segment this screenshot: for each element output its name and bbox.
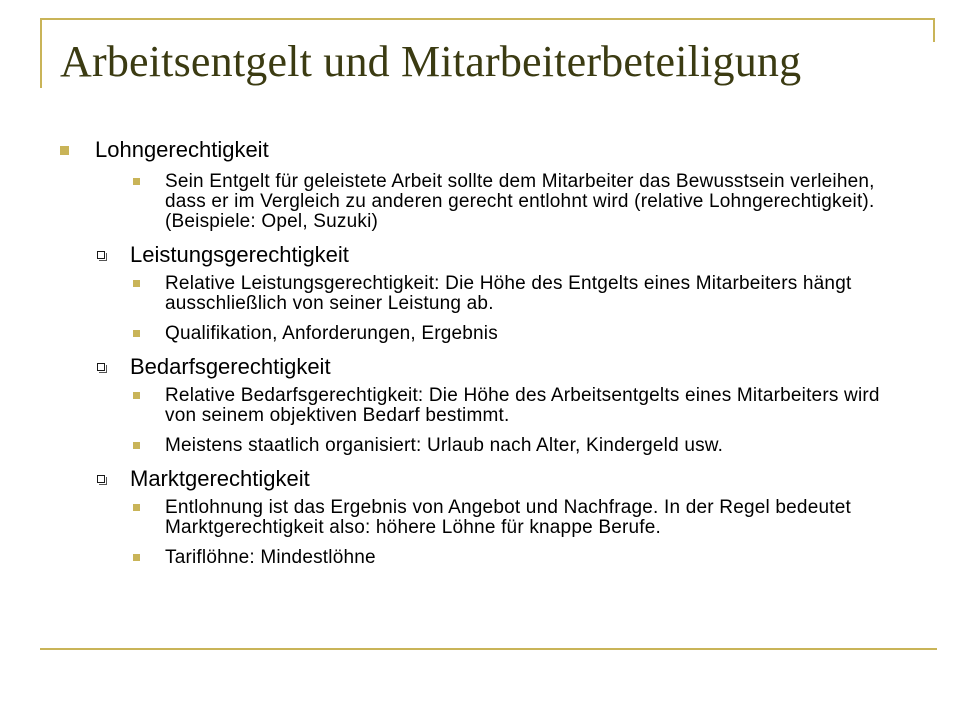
square-bullet-icon bbox=[133, 392, 140, 399]
section-marktgerechtigkeit bbox=[60, 466, 900, 492]
slide-content bbox=[60, 136, 900, 578]
square-bullet-icon bbox=[60, 146, 69, 155]
section-label: Leistungsgerechtigkeit bbox=[130, 242, 349, 267]
list-item-text: Relative Leistungsgerechtigkeit: Die Höhe des Entgelts eines Mitarbeiters hängt ausschließlich von seiner Leistung ab. bbox=[165, 273, 852, 314]
square-bullet-icon bbox=[133, 280, 140, 287]
frame-left-line bbox=[40, 18, 42, 88]
list-item bbox=[60, 498, 900, 538]
list-item-text: Entlohnung ist das Ergebnis von Angebot und Nachfrage. In der Regel bedeutet Marktgerechtigkeit also: höhere Löhne für knappe Berufe. bbox=[165, 497, 851, 538]
checkbox-bullet-icon bbox=[97, 251, 105, 259]
intro-bullet-text: Sein Entgelt für geleistete Arbeit sollte dem Mitarbeiter das Bewusstsein verleihen, dass er im Vergleich zu anderen gerecht entlohnt wird (relative Lohngerechtigkeit). (Beispiele: Opel, Suzuki) bbox=[165, 171, 875, 232]
section-label: Marktgerechtigkeit bbox=[130, 466, 310, 491]
square-bullet-icon bbox=[133, 330, 140, 337]
list-item bbox=[60, 436, 900, 456]
heading-text: Lohngerechtigkeit bbox=[95, 137, 269, 162]
list-item-text: Relative Bedarfsgerechtigkeit: Die Höhe des Arbeitsentgelts eines Mitarbeiters wird von seinem objektiven Bedarf bestimmt. bbox=[165, 385, 880, 426]
frame-right-line bbox=[933, 18, 935, 42]
list-item-text: Qualifikation, Anforderungen, Ergebnis bbox=[165, 323, 498, 344]
list-item-text: Tariflöhne: Mindestlöhne bbox=[165, 547, 376, 568]
list-item bbox=[60, 548, 900, 568]
list-item bbox=[60, 274, 900, 314]
square-bullet-icon bbox=[133, 504, 140, 511]
square-bullet-icon bbox=[133, 554, 140, 561]
checkbox-bullet-icon bbox=[97, 363, 105, 371]
section-leistungsgerechtigkeit bbox=[60, 242, 900, 268]
list-item bbox=[60, 324, 900, 344]
bullet-lohngerechtigkeit bbox=[60, 136, 900, 164]
square-bullet-icon bbox=[133, 178, 140, 185]
list-item bbox=[60, 386, 900, 426]
list-item-text: Meistens staatlich organisiert: Urlaub nach Alter, Kindergeld usw. bbox=[165, 435, 724, 456]
intro-bullet bbox=[60, 172, 900, 232]
frame-bottom-line bbox=[40, 648, 937, 650]
frame-top-line bbox=[40, 18, 935, 20]
section-bedarfsgerechtigkeit bbox=[60, 354, 900, 380]
section-label: Bedarfsgerechtigkeit bbox=[130, 354, 331, 379]
checkbox-bullet-icon bbox=[97, 475, 105, 483]
slide-title: Arbeitsentgelt und Mitarbeiterbeteiligung bbox=[60, 37, 802, 86]
square-bullet-icon bbox=[133, 442, 140, 449]
